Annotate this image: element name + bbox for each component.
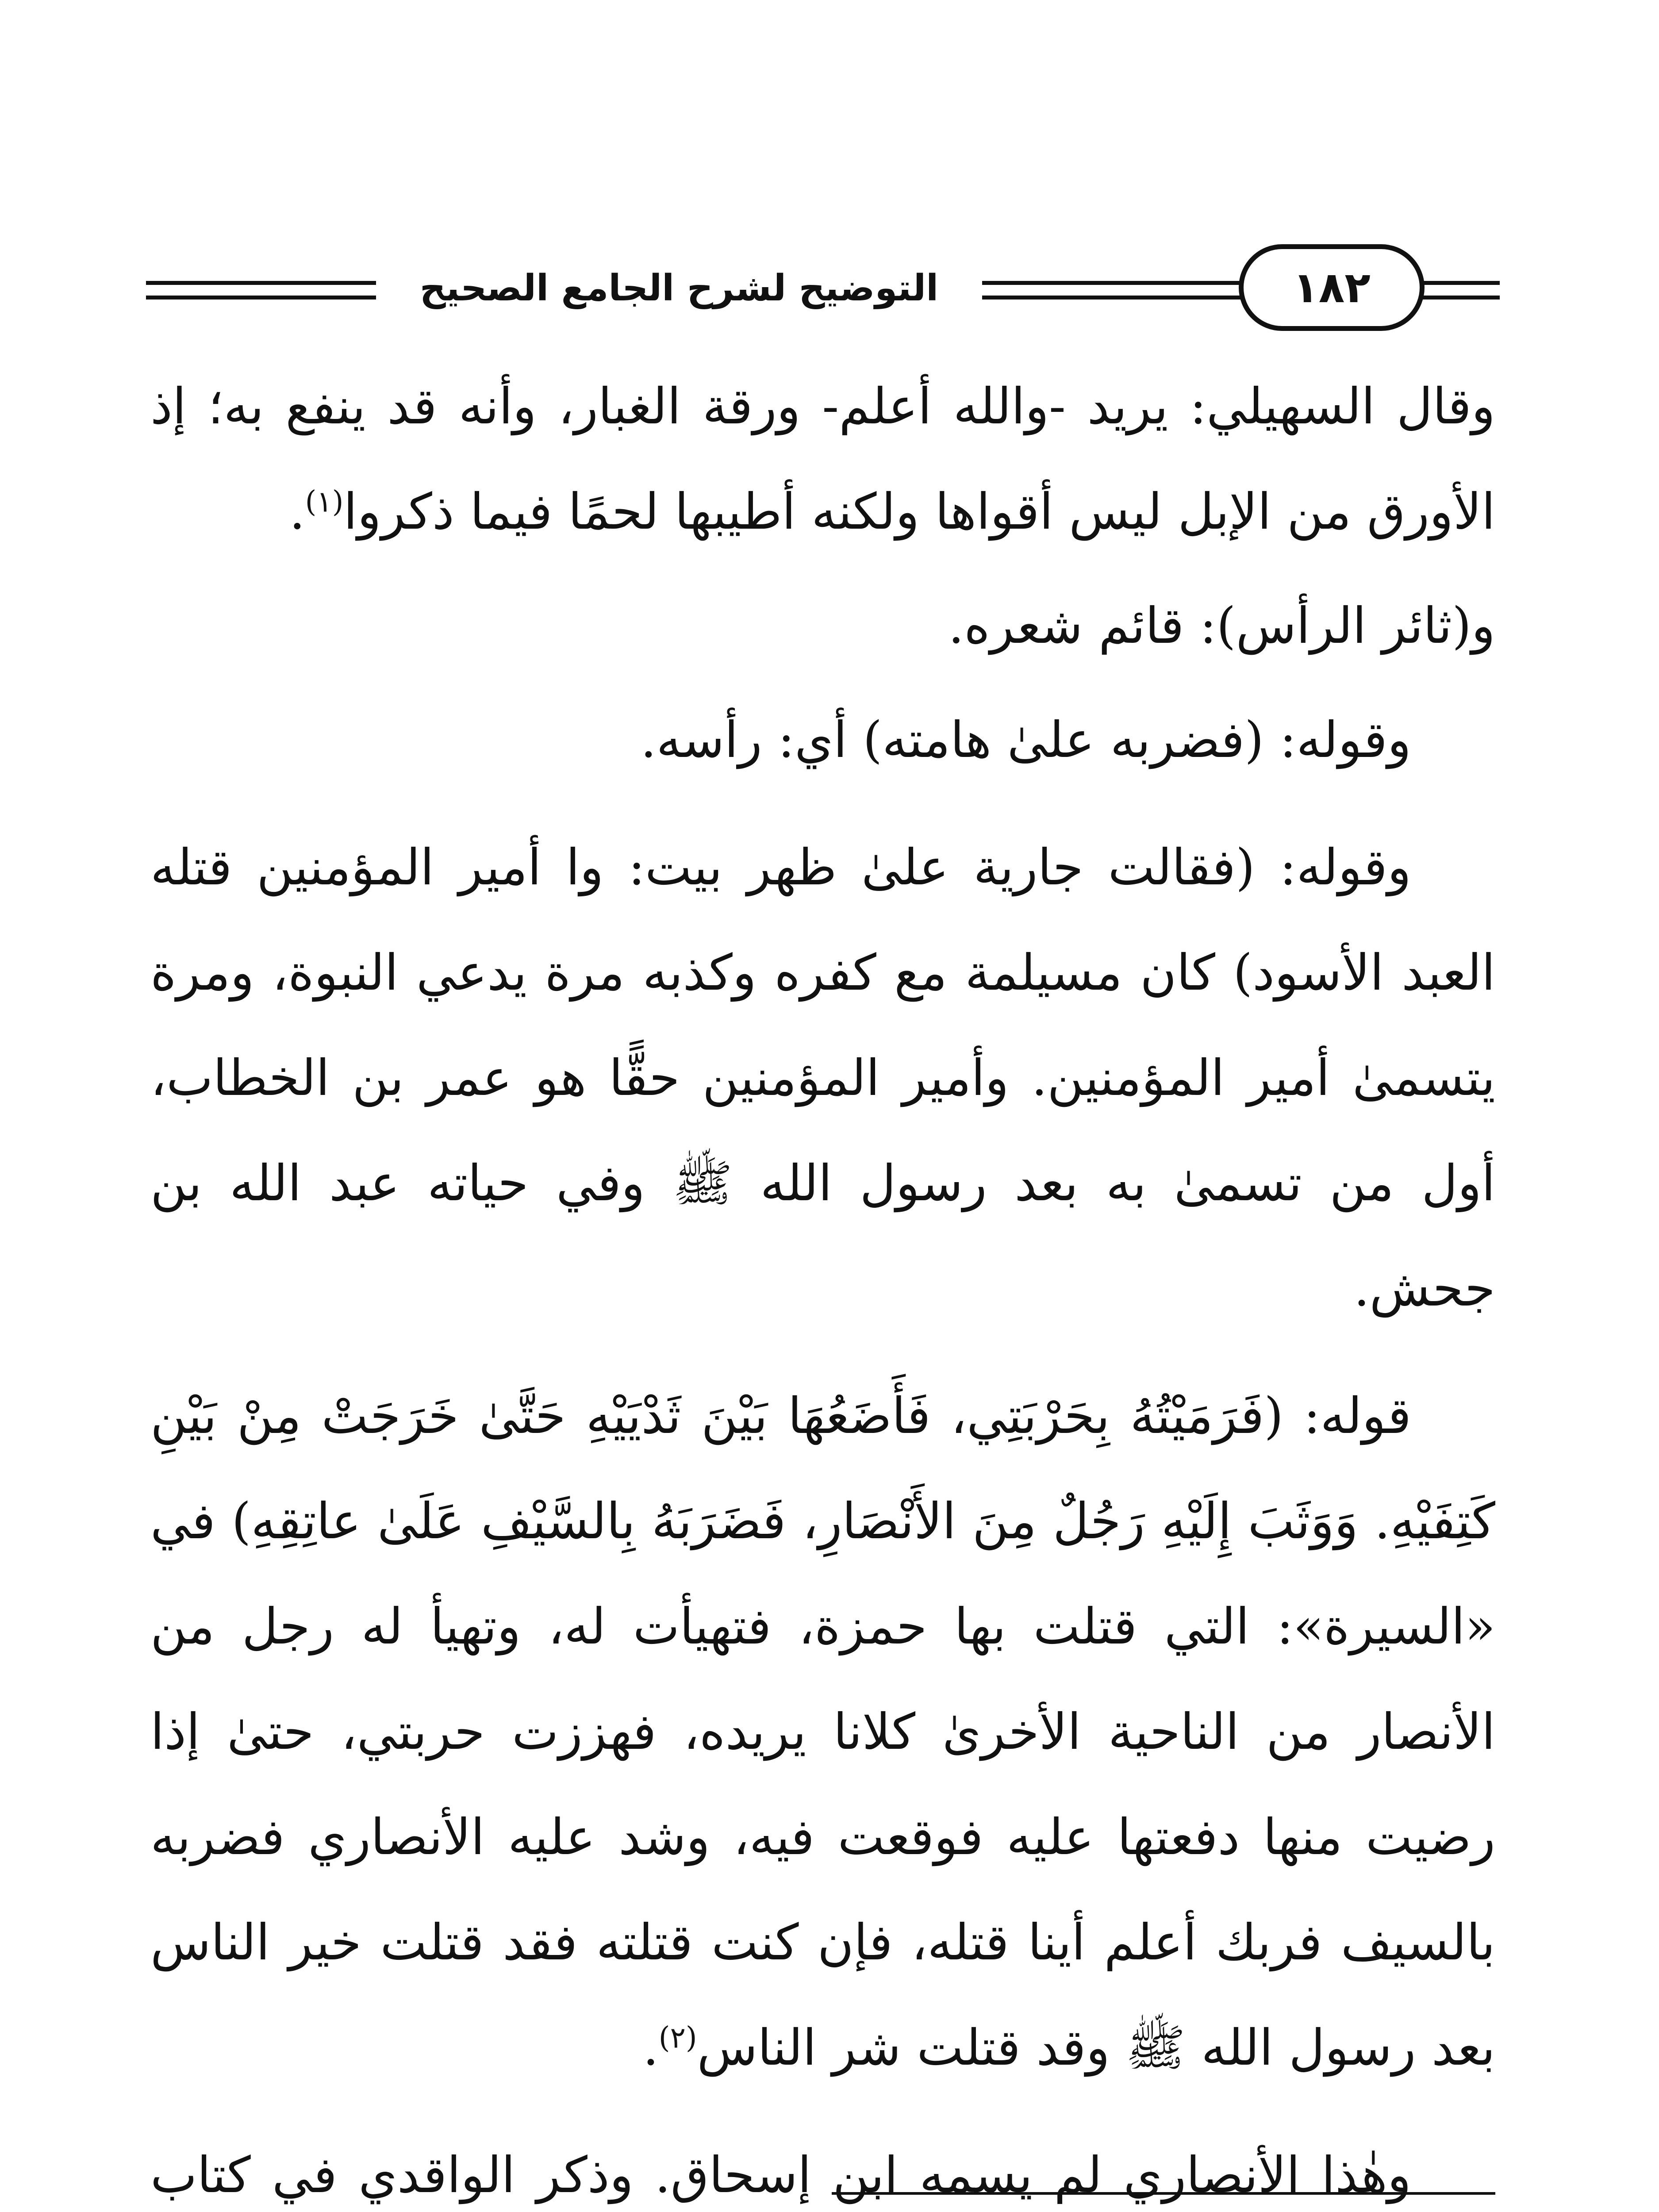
- header-rule-right-top: [1420, 281, 1500, 285]
- paragraph-suhayli: وقال السهيلي: يريد -والله أعلم- ورقة الغبار، وأنه قد ينفع به؛ إذ الأورق من الإبل ليس أقواها ولكنه أطيبها لحمًا فيما ذكروا$^{(١)}$.: [150, 378, 1495, 541]
- header-rule-middle-bottom: [982, 296, 1248, 300]
- footnote-ref-2: (٢): [658, 2020, 697, 2055]
- paragraph-ansari: وهٰذا الأنصاري لم يسمه ابن إسحاق. وذكر الواقدي في كتاب: [150, 2147, 1411, 2204]
- header-rule-left-top: [146, 281, 376, 285]
- page-number-badge: [1239, 244, 1425, 331]
- paragraph-jariya: وقوله: (فقالت جارية علىٰ ظهر بيت: وا أمير المؤمنين قتله العبد الأسود) كان مسيلمة مع كفره وكذبه مرة يدعي النبوة، ومرة يتسمىٰ أمير المؤمنين. وأمير المؤمنين حقًّا هو عمر بن الخطاب، أول من تسمىٰ به بعد رسول الله ﷺ وفي حياته عبد الله بن جحش.: [150, 839, 1495, 1317]
- footnote-separator: [832, 2192, 1495, 2195]
- running-header: [146, 239, 1500, 341]
- paragraph-thair: و(ثائر الرأس): قائم شعره.: [948, 597, 1495, 655]
- main-text: [150, 354, 1495, 2212]
- header-rule-right-bottom: [1420, 296, 1500, 300]
- footnote-ref-1: (١): [305, 484, 344, 519]
- book-title: التوضيح لشرح الجامع الصحيح: [385, 262, 973, 315]
- page-number: ١٨٢: [1293, 263, 1371, 312]
- paragraph-harbah: قوله: (فَرَمَيْتُهُ بِحَرْبَتِي، فَأَضَعُهَا بَيْنَ ثَدْيَيْهِ حَتَّىٰ خَرَجَتْ مِنْ بَيْنِ كَتِفَيْهِ. وَوَثَبَ إِلَيْهِ رَجُلٌ مِنَ الأَنْصَارِ، فَضَرَبَهُ بِالسَّيْفِ عَلَىٰ عاتِقِهِ) في «السيرة»: التي قتلت بها حمزة، فتهيأت له، وتهيأ له رجل من الأنصار من الناحية الأخرىٰ كلانا يريده، فهززت حربتي، حتىٰ إذا رضيت منها دفعتها عليه فوقعت فيه، وشد عليه الأنصاري فضربه بالسيف فربك أعلم أينا قتله، فإن كنت قتلته فقد قتلت خير الناس بعد رسول الله ﷺ وقد قتلت شر الناس$^{(٢)}$.: [150, 1387, 1495, 2077]
- paragraph-hamah: وقوله: (فضربه علىٰ هامته) أي: رأسه.: [641, 711, 1411, 769]
- header-rule-middle-top: [982, 281, 1248, 285]
- header-rule-left-bottom: [146, 296, 376, 300]
